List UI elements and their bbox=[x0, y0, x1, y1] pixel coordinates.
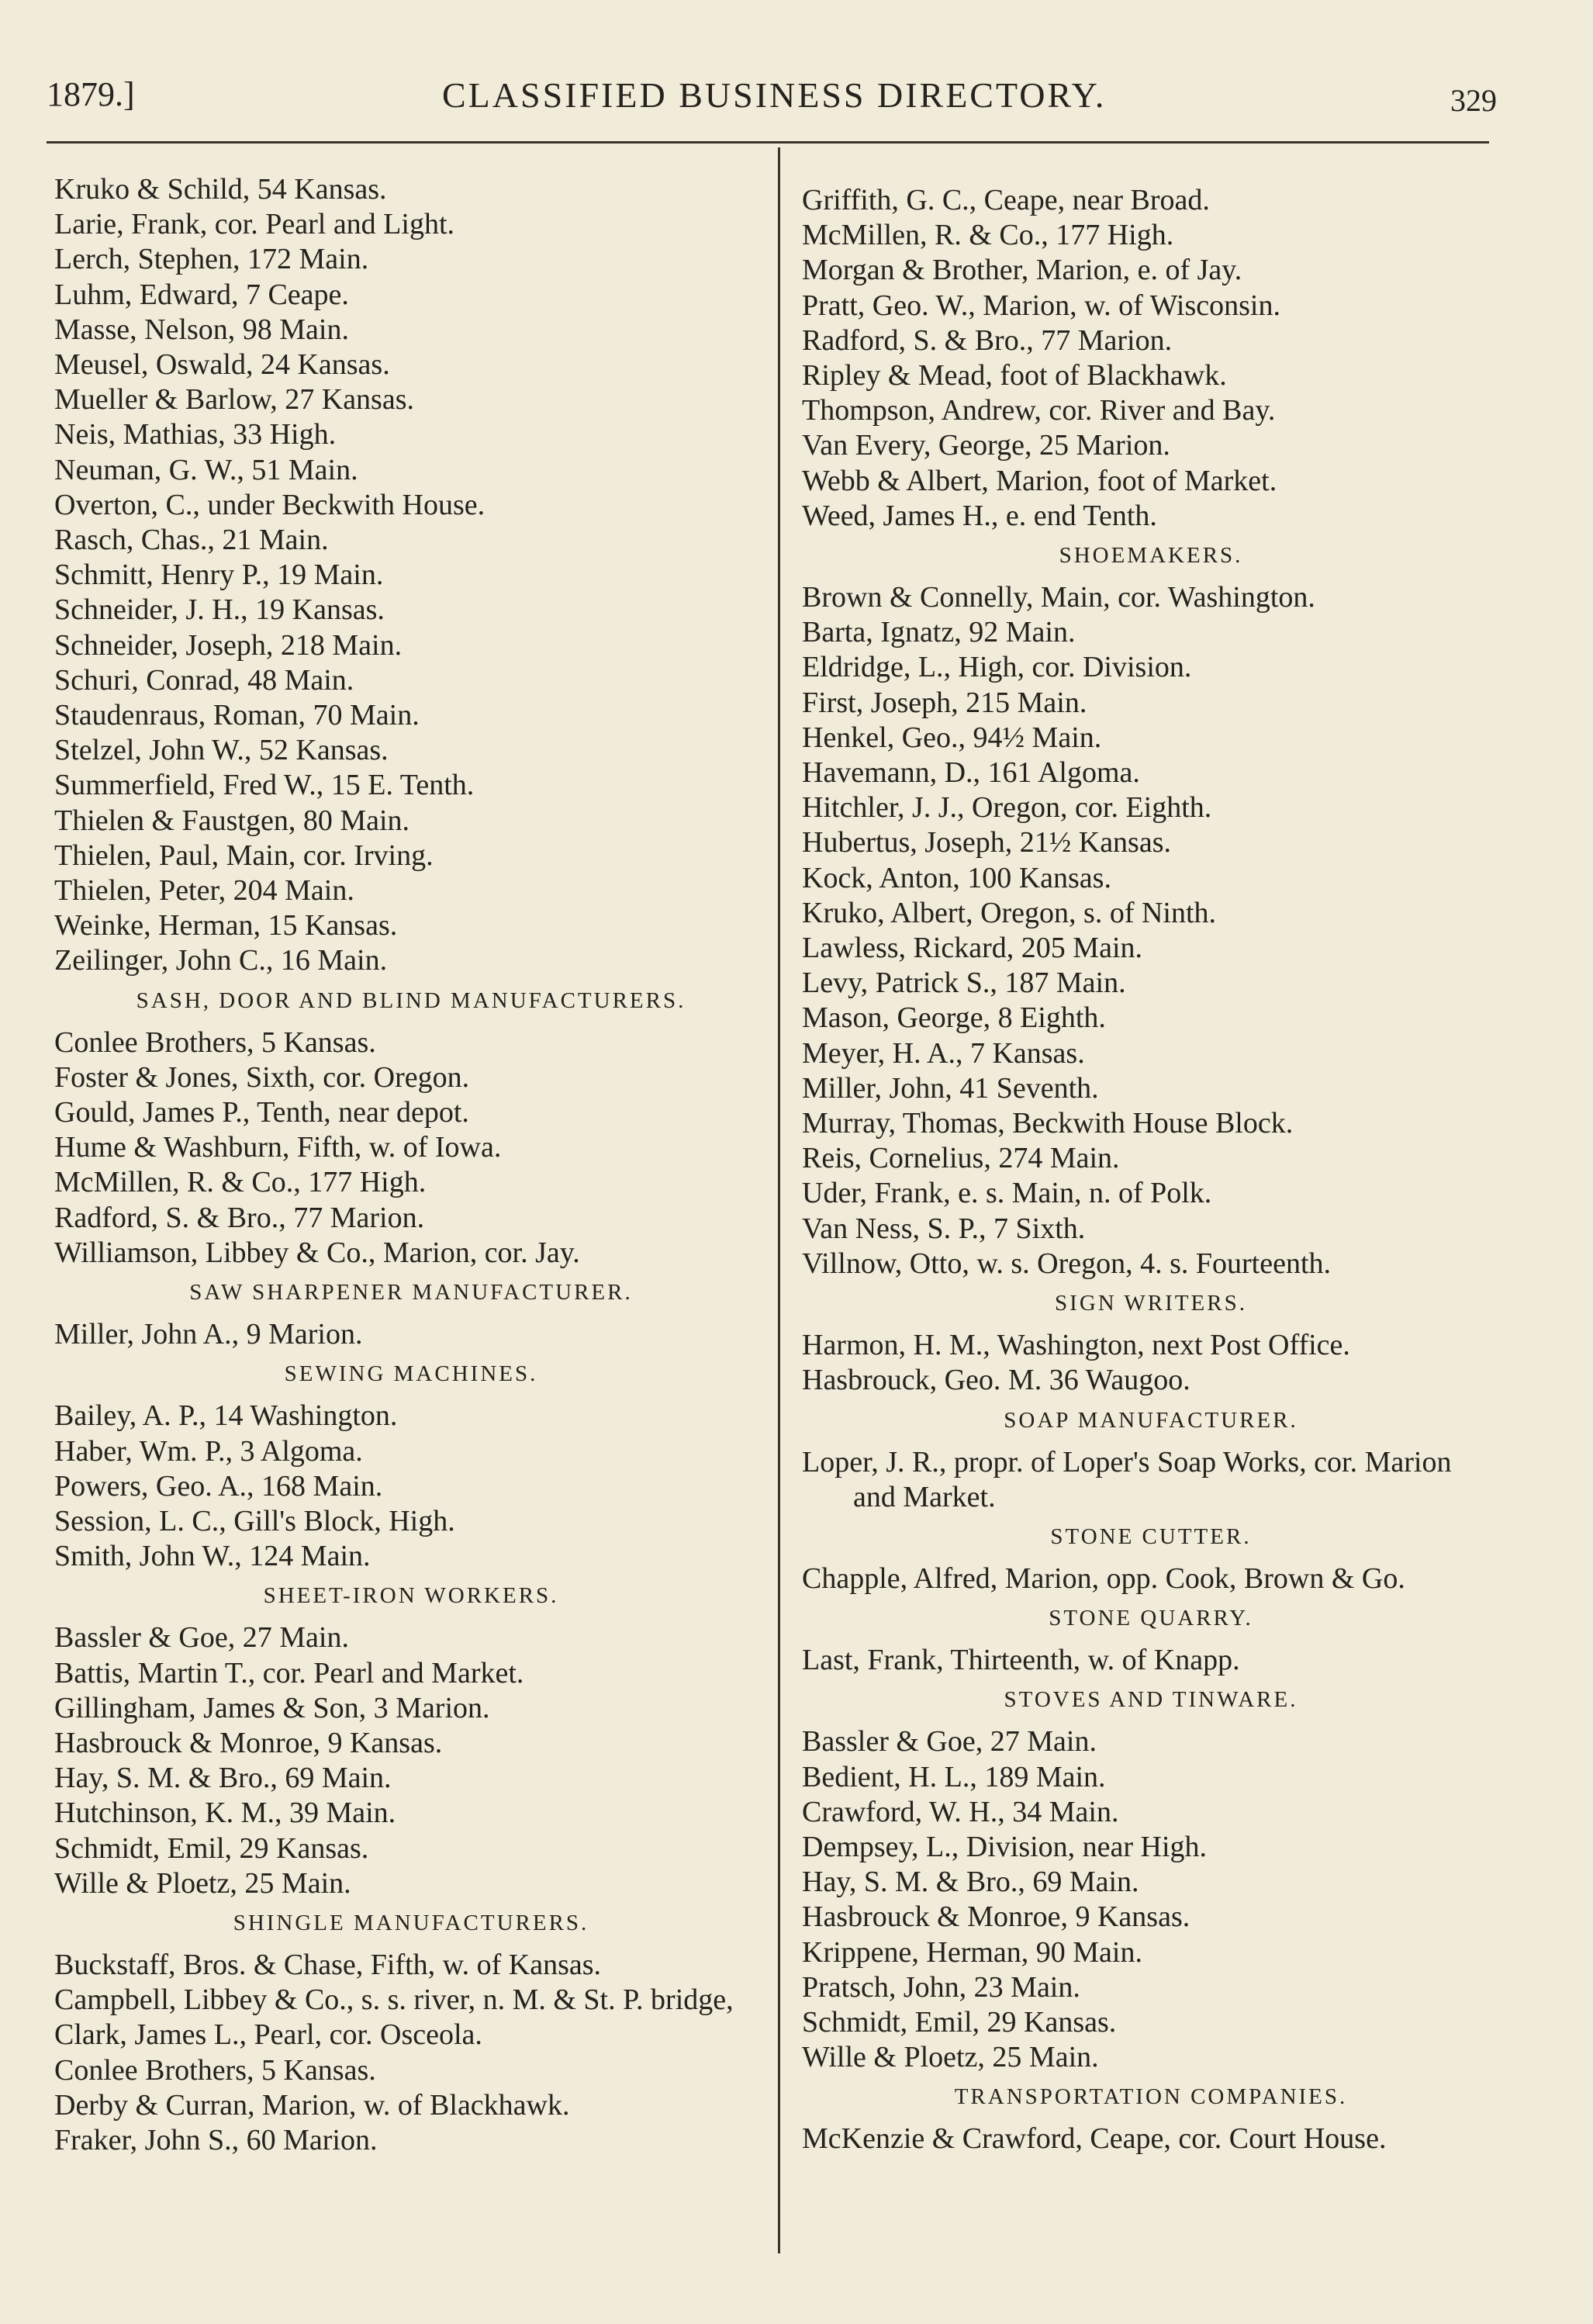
directory-entry: Radford, S. & Bro., 77 Marion. bbox=[802, 323, 1173, 357]
section-heading: STONE QUARRY. bbox=[1049, 1606, 1253, 1631]
directory-entry: Henkel, Geo., 94½ Main. bbox=[802, 721, 1102, 754]
directory-entry: Masse, Nelson, 98 Main. bbox=[54, 313, 349, 346]
directory-entry: Thielen, Peter, 204 Main. bbox=[54, 874, 354, 908]
directory-entry: Dempsey, L., Division, near High. bbox=[802, 1830, 1208, 1863]
directory-entry: Battis, Martin T., cor. Pearl and Market. bbox=[54, 1656, 524, 1689]
directory-entry: Bedient, H. L., 189 Main. bbox=[802, 1760, 1106, 1793]
directory-entry: Stelzel, John W., 52 Kansas. bbox=[54, 734, 389, 767]
right-column bbox=[802, 183, 1500, 2157]
page-header bbox=[47, 74, 1497, 121]
directory-entry: Foster & Jones, Sixth, cor. Oregon. bbox=[54, 1060, 470, 1094]
directory-entry: Weed, James H., e. end Tenth. bbox=[802, 499, 1157, 532]
directory-entry: Hasbrouck & Monroe, 9 Kansas. bbox=[54, 1726, 443, 1759]
directory-entry: Lawless, Rickard, 205 Main. bbox=[802, 932, 1143, 965]
directory-entry: Miller, John, 41 Seventh. bbox=[802, 1071, 1099, 1105]
directory-entry: Luhm, Edward, 7 Ceape. bbox=[54, 278, 349, 311]
directory-entry: Pratt, Geo. W., Marion, w. of Wisconsin. bbox=[802, 289, 1280, 322]
directory-entry: Mueller & Barlow, 27 Kansas. bbox=[54, 383, 414, 417]
directory-entry: Rasch, Chas., 21 Main. bbox=[54, 524, 329, 557]
directory-entry: Gillingham, James & Son, 3 Marion. bbox=[54, 1691, 490, 1724]
directory-entry: Bailey, A. P., 14 Washington. bbox=[54, 1399, 398, 1433]
directory-entry: Thielen, Paul, Main, cor. Irving. bbox=[54, 839, 434, 872]
directory-entry: Radford, S. & Bro., 77 Marion. bbox=[54, 1201, 425, 1234]
directory-entry: Villnow, Otto, w. s. Oregon, 4. s. Fourteenth. bbox=[802, 1247, 1332, 1280]
directory-entry: Schneider, J. H., 19 Kansas. bbox=[54, 593, 385, 627]
directory-entry: Levy, Patrick S., 187 Main. bbox=[802, 967, 1126, 1000]
section-heading: SHOEMAKERS. bbox=[1059, 543, 1243, 569]
directory-entry: Chapple, Alfred, Marion, opp. Cook, Brown & Go. bbox=[802, 1561, 1405, 1595]
directory-entry: Summerfield, Fred W., 15 E. Tenth. bbox=[54, 769, 475, 802]
directory-entry: McMillen, R. & Co., 177 High. bbox=[54, 1166, 427, 1199]
directory-entry: Griffith, G. C., Ceape, near Broad. bbox=[802, 184, 1210, 216]
directory-entry: Hasbrouck & Monroe, 9 Kansas. bbox=[802, 1900, 1190, 1934]
directory-entry: Pratsch, John, 23 Main. bbox=[802, 1970, 1080, 2004]
directory-entry: Meyer, H. A., 7 Kansas. bbox=[802, 1036, 1085, 1070]
directory-entry: Krippene, Herman, 90 Main. bbox=[802, 1935, 1142, 1969]
directory-entry: Haber, Wm. P., 3 Algoma. bbox=[54, 1434, 363, 1468]
directory-entry: Harmon, H. M., Washington, next Post Office. bbox=[802, 1329, 1350, 1362]
directory-entry: Lerch, Stephen, 172 Main. bbox=[54, 243, 369, 276]
directory-entry: Van Ness, S. P., 7 Sixth. bbox=[802, 1212, 1086, 1245]
directory-entry: Morgan & Brother, Marion, e. of Jay. bbox=[802, 254, 1242, 287]
directory-entry: McMillen, R. & Co., 177 High. bbox=[802, 219, 1174, 252]
directory-entry: Murray, Thomas, Beckwith House Block. bbox=[802, 1107, 1294, 1140]
section-heading: SOAP MANUFACTURER. bbox=[1004, 1407, 1298, 1433]
directory-entry: Reis, Cornelius, 274 Main. bbox=[802, 1142, 1120, 1175]
directory-entry: Mason, George, 8 Eighth. bbox=[802, 1001, 1106, 1035]
page-number: 329 bbox=[1450, 83, 1497, 118]
directory-entry: Neuman, G. W., 51 Main. bbox=[54, 453, 358, 486]
directory-entry: Gould, James P., Tenth, near depot. bbox=[54, 1096, 469, 1129]
directory-entry: Schuri, Conrad, 48 Main. bbox=[54, 663, 354, 697]
directory-entry: Meusel, Oswald, 24 Kansas. bbox=[54, 348, 390, 382]
directory-entry: Larie, Frank, cor. Pearl and Light. bbox=[54, 208, 455, 241]
directory-entry: Schneider, Joseph, 218 Main. bbox=[54, 628, 403, 662]
directory-entry: Overton, C., under Beckwith House. bbox=[54, 488, 486, 521]
directory-entry: Van Every, George, 25 Marion. bbox=[802, 429, 1170, 462]
directory-entry: Schmidt, Emil, 29 Kansas. bbox=[802, 2005, 1117, 2039]
directory-entry: First, Joseph, 215 Main. bbox=[802, 686, 1087, 719]
directory-entry: Schmidt, Emil, 29 Kansas. bbox=[54, 1831, 369, 1865]
header-rule bbox=[47, 141, 1489, 144]
section-heading: SAW SHARPENER MANUFACTURER. bbox=[189, 1280, 633, 1306]
column-divider bbox=[778, 147, 780, 2253]
directory-entry: Hay, S. M. & Bro., 69 Main. bbox=[802, 1866, 1139, 1899]
header-title: CLASSIFIED BUSINESS DIRECTORY. bbox=[442, 75, 1107, 115]
directory-entry: Derby & Curran, Marion, w. of Blackhawk. bbox=[54, 2088, 570, 2122]
directory-entry: Weinke, Herman, 15 Kansas. bbox=[54, 909, 398, 942]
directory-entry: Kruko, Albert, Oregon, s. of Ninth. bbox=[802, 896, 1217, 929]
section-heading: SHEET-IRON WORKERS. bbox=[263, 1583, 559, 1609]
section-heading: STONE CUTTER. bbox=[1050, 1523, 1252, 1549]
directory-entry: Brown & Connelly, Main, cor. Washington. bbox=[802, 581, 1315, 614]
directory-entry: Wille & Ploetz, 25 Main. bbox=[802, 2041, 1099, 2074]
directory-entry: McKenzie & Crawford, Ceape, cor. Court House. bbox=[802, 2122, 1387, 2156]
directory-entry: Kruko & Schild, 54 Kansas. bbox=[54, 173, 387, 206]
directory-entry: Conlee Brothers, 5 Kansas. bbox=[54, 2053, 376, 2087]
section-heading: SIGN WRITERS. bbox=[1055, 1291, 1247, 1316]
directory-entry: Kock, Anton, 100 Kansas. bbox=[802, 861, 1111, 894]
directory-entry: Bassler & Goe, 27 Main. bbox=[802, 1725, 1097, 1759]
directory-entry: Hubertus, Joseph, 21½ Kansas. bbox=[802, 826, 1172, 859]
directory-entry: Eldridge, L., High, cor. Division. bbox=[802, 651, 1192, 684]
directory-entry: Schmitt, Henry P., 19 Main. bbox=[54, 559, 384, 592]
directory-entry: Thielen & Faustgen, 80 Main. bbox=[54, 804, 410, 837]
directory-entry: Havemann, D., 161 Algoma. bbox=[802, 756, 1140, 790]
directory-entry: Campbell, Libbey & Co., s. s. river, n. M. & St. P. bridge, bbox=[54, 1983, 734, 2017]
directory-entry: Ripley & Mead, foot of Blackhawk. bbox=[802, 359, 1227, 393]
directory-entry: Clark, James L., Pearl, cor. Osceola. bbox=[54, 2018, 482, 2052]
section-heading: SASH, DOOR AND BLIND MANUFACTURERS. bbox=[136, 987, 686, 1013]
directory-entry: Last, Frank, Thirteenth, w. of Knapp. bbox=[802, 1644, 1240, 1677]
header-year: 1879.] bbox=[47, 75, 135, 113]
left-column bbox=[54, 172, 768, 2158]
section-heading: TRANSPORTATION COMPANIES. bbox=[954, 2084, 1348, 2110]
directory-entry: Webb & Albert, Marion, foot of Market. bbox=[802, 464, 1277, 497]
directory-entry: Bassler & Goe, 27 Main. bbox=[54, 1621, 349, 1655]
directory-entry: Smith, John W., 124 Main. bbox=[54, 1540, 371, 1573]
directory-entry: Hitchler, J. J., Oregon, cor. Eighth. bbox=[802, 791, 1212, 825]
directory-entry: Neis, Mathias, 33 High. bbox=[54, 418, 337, 451]
section-heading: SHINGLE MANUFACTURERS. bbox=[233, 1910, 589, 1935]
directory-entry: Zeilinger, John C., 16 Main. bbox=[54, 944, 388, 977]
directory-entry: Session, L. C., Gill's Block, High. bbox=[54, 1504, 455, 1537]
directory-entry: Crawford, W. H., 34 Main. bbox=[802, 1795, 1119, 1828]
directory-entry: Staudenraus, Roman, 70 Main. bbox=[54, 699, 420, 732]
directory-entry: Barta, Ignatz, 92 Main. bbox=[802, 616, 1076, 649]
directory-entry: Conlee Brothers, 5 Kansas. bbox=[54, 1025, 376, 1059]
directory-entry: Uder, Frank, e. s. Main, n. of Polk. bbox=[802, 1177, 1212, 1210]
directory-entry: Williamson, Libbey & Co., Marion, cor. Jay. bbox=[54, 1236, 580, 1269]
directory-entry: Hay, S. M. & Bro., 69 Main. bbox=[54, 1762, 392, 1795]
directory-entry: Hutchinson, K. M., 39 Main. bbox=[54, 1797, 396, 1830]
directory-entry: Wille & Ploetz, 25 Main. bbox=[54, 1866, 351, 1900]
directory-entry: Buckstaff, Bros. & Chase, Fifth, w. of Kansas. bbox=[54, 1948, 602, 1981]
directory-entry: Miller, John A., 9 Marion. bbox=[54, 1318, 363, 1351]
directory-entry: Hume & Washburn, Fifth, w. of Iowa. bbox=[54, 1131, 502, 1164]
section-heading: STOVES AND TINWARE. bbox=[1004, 1687, 1298, 1713]
directory-entry: Loper, J. R., propr. of Loper's Soap Works, cor. Marion and Market. bbox=[802, 1445, 1452, 1513]
directory-entry: Hasbrouck, Geo. M. 36 Waugoo. bbox=[802, 1364, 1190, 1397]
section-heading: SEWING MACHINES. bbox=[284, 1361, 538, 1387]
directory-entry: Fraker, John S., 60 Marion. bbox=[54, 2123, 378, 2156]
directory-entry: Thompson, Andrew, cor. River and Bay. bbox=[802, 394, 1276, 427]
directory-entry: Powers, Geo. A., 168 Main. bbox=[54, 1469, 383, 1503]
